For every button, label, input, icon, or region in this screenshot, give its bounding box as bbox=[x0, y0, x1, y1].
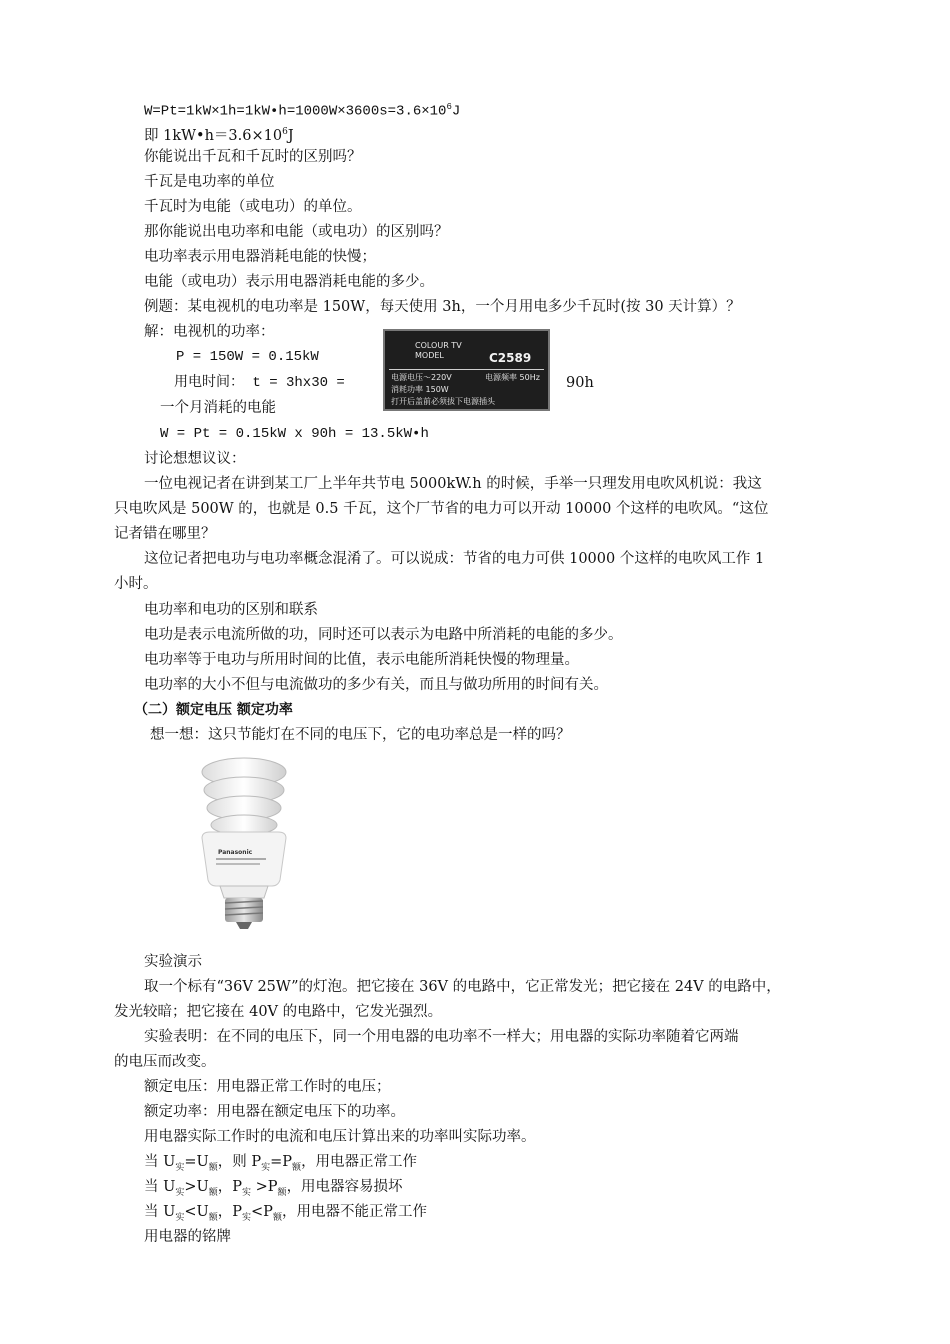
solution-energy-label: 一个月消耗的电能 bbox=[160, 400, 276, 416]
tv-plate-frequency: 电源频率 50Hz bbox=[485, 373, 540, 382]
tv-nameplate-image bbox=[383, 329, 550, 411]
think-question: 想一想：这只节能灯在不同的电压下，它的电功率总是一样的吗？ bbox=[150, 727, 571, 743]
example-problem: 例题：某电视机的电功率是 150W，每天使用 3h，一个月用电多少千瓦时(按 30 天计算）？ bbox=[144, 299, 741, 315]
question-power-energy: 那你能说出电功率和电能（或电功）的区别吗？ bbox=[144, 224, 449, 240]
bulb-tip bbox=[236, 922, 252, 929]
solution-heading: 解：电视机的功率： bbox=[144, 324, 275, 340]
energy-saving-bulb-image bbox=[188, 750, 300, 932]
discussion-answer-2: 小时。 bbox=[114, 576, 158, 592]
discussion-heading: 讨论想想议议： bbox=[144, 451, 246, 467]
rated-voltage-definition: 额定电压：用电器正常工作时的电压； bbox=[144, 1079, 391, 1095]
experiment-text-1: 取一个标有“36V 25W”的灯泡。把它接在 36V 的电路中，它正常发光；把它接在 24V 的电路中， bbox=[144, 979, 781, 995]
solution-energy: W = Pt = 0.15kW x 90h = 13.5kW•h bbox=[160, 426, 429, 442]
answer-power: 电功率表示用电器消耗电能的快慢； bbox=[144, 249, 376, 265]
experiment-heading: 实验演示 bbox=[144, 954, 202, 970]
bulb-label-1 bbox=[216, 858, 266, 860]
experiment-result-1: 实验表明：在不同的电压下，同一个用电器的电功率不一样大；用电器的实际功率随着它两端 bbox=[144, 1029, 739, 1045]
nameplate-heading: 用电器的铭牌 bbox=[144, 1229, 231, 1245]
discussion-text-2: 只电吹风是 500W 的，也就是 0.5 千瓦，这个厂节省的电力可以开动 10000 个这样的电吹风。“这位 bbox=[114, 501, 769, 517]
answer-kwh: 千瓦时为电能（或电功）的单位。 bbox=[144, 199, 362, 215]
condition-less: 当 $U_实<U_额$，$P_实<P_额$，用电器不能正常工作 bbox=[144, 1204, 427, 1223]
tv-plate-model: C2589 bbox=[489, 351, 532, 365]
solution-time-result: 90h bbox=[566, 375, 594, 391]
tv-plate-warning: 打开后盖前必须拔下电源插头 bbox=[391, 397, 495, 406]
experiment-text-2: 发光较暗；把它接在 40V 的电路中，它发光强烈。 bbox=[114, 1004, 443, 1020]
power-definition: 电功率等于电功与所用时间的比值，表示电能所消耗快慢的物理量。 bbox=[144, 652, 579, 668]
bulb-brand: Panasonic bbox=[218, 849, 253, 856]
difference-heading: 电功率和电功的区别和联系 bbox=[144, 602, 318, 618]
tv-plate-model-label: MODEL bbox=[415, 351, 444, 360]
bulb-neck bbox=[220, 886, 268, 898]
experiment-result-2: 的电压而改变。 bbox=[114, 1054, 216, 1070]
bulb-label-2 bbox=[216, 863, 260, 865]
answer-kw: 千瓦是电功率的单位 bbox=[144, 174, 275, 190]
rated-power-definition: 额定功率：用电器在额定电压下的功率。 bbox=[144, 1104, 405, 1120]
section-heading-rated: （二）额定电压 额定功率 bbox=[134, 702, 293, 718]
work-definition: 电功是表示电流所做的功，同时还可以表示为电路中所消耗的电能的多少。 bbox=[144, 627, 623, 643]
question-kw-kwh: 你能说出千瓦和千瓦时的区别吗？ bbox=[144, 149, 362, 165]
answer-energy: 电能（或电功）表示用电器消耗电能的多少。 bbox=[144, 274, 434, 290]
formula-equivalence: 即 $1kW•h=3.6\times 10^6J$ bbox=[144, 127, 294, 144]
power-factors: 电功率的大小不但与电流做功的多少有关，而且与做功所用的时间有关。 bbox=[144, 677, 608, 693]
tv-plate-divider bbox=[389, 369, 544, 370]
formula-energy: $W=Pt=1kW\times 1h=1kW•h=1000W\times 3600s=3.6\times 10^6J$ bbox=[144, 102, 461, 120]
tv-plate-colour-tv: COLOUR TV bbox=[415, 341, 462, 350]
condition-greater: 当 $U_实>U_额$，$P_实 >P_额$，用电器容易损坏 bbox=[144, 1179, 403, 1198]
discussion-text-1: 一位电视记者在讲到某工厂上半年共节电 5000kW.h 的时候，手举一只理发用电吹风机说：我这 bbox=[144, 476, 762, 492]
discussion-answer-1: 这位记者把电功与电功率概念混淆了。可以说成：节省的电力可供 10000 个这样的电吹风工作 1 bbox=[144, 551, 765, 567]
discussion-text-3: 记者错在哪里？ bbox=[114, 526, 216, 542]
actual-power-definition: 用电器实际工作时的电流和电压计算出来的功率叫实际功率。 bbox=[144, 1129, 536, 1145]
tv-plate-power: 消耗功率 150W bbox=[391, 385, 449, 394]
solution-power: P = 150W = 0.15kW bbox=[176, 349, 319, 365]
solution-time: 用电时间： t = 3hx30 = bbox=[174, 375, 345, 391]
tv-plate-voltage: 电源电压～220V bbox=[391, 373, 452, 382]
condition-equal: 当 $U_实=U_额$，则 $P_实=P_额$，用电器正常工作 bbox=[144, 1154, 418, 1173]
